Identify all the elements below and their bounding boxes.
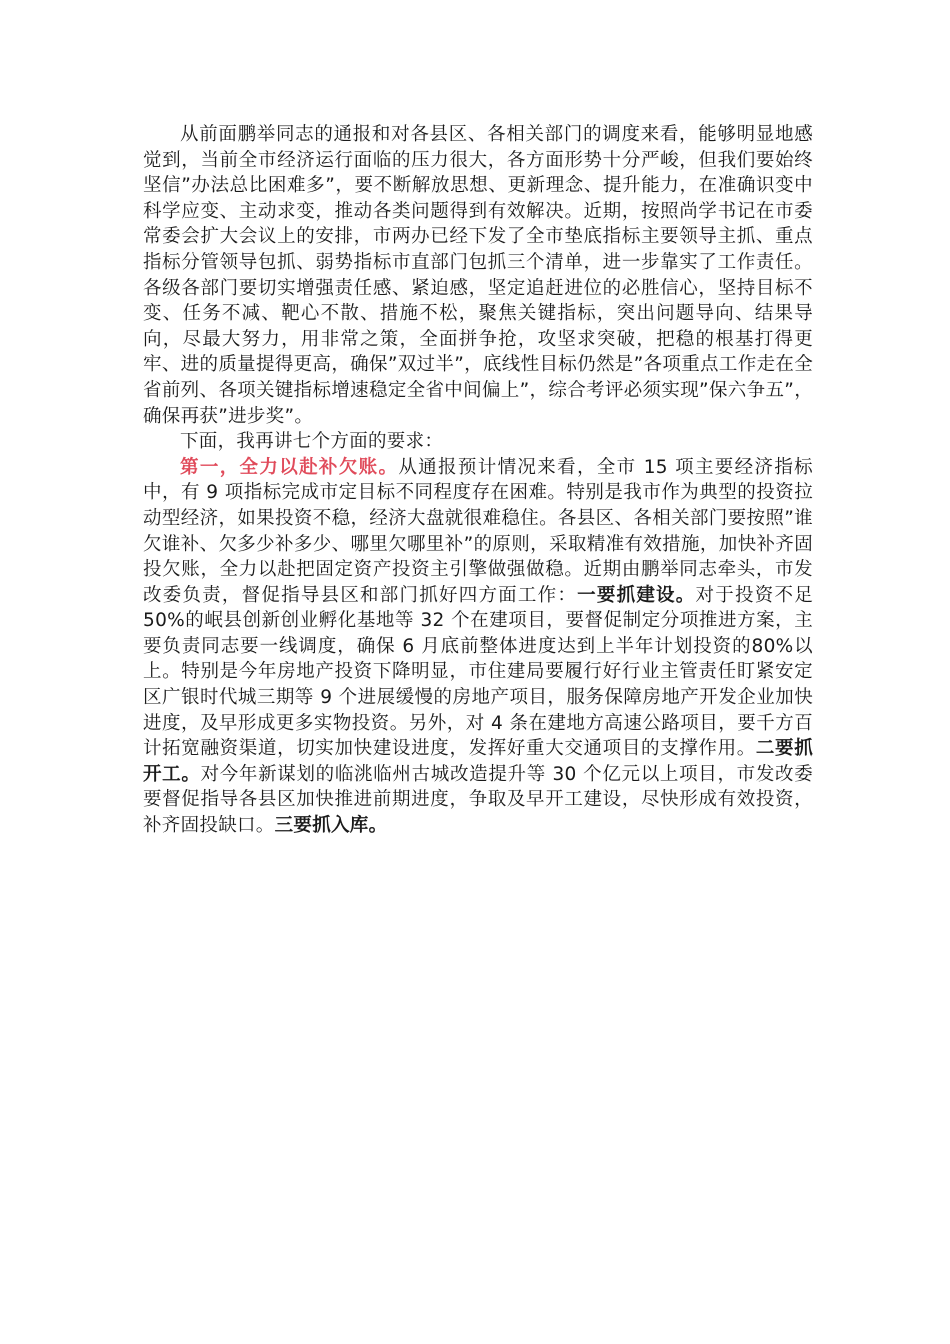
point-three-label: 三要抓入库。 xyxy=(274,815,388,837)
point-one-text: 对于投资不足 50%的岷县创新创业孵化基地等 32 个在建项目，要督促制定分项推进方案，主要负责同志要一线调度，确保 6 月底前整体进度达到上半年计划投资的80%以上。特别是今年房地产投资下降明显，市住建局要履行好行业主管责任盯紧安定区广银时代城三期等 9 个进展缓慢的房地产项目，服务保障房地产开发企业加快进度，及早形成更多实物投资。另外，对 4 条在建地方高速公路项目，要千方百计拓宽融资渠道，切实加快建设进度，发挥好重大交通项目的支撑作用。 xyxy=(143,584,813,760)
section-one-heading: 第一，全力以赴补欠账。 xyxy=(180,456,399,478)
point-two-label: 二要抓开工。 xyxy=(143,738,813,785)
document-body xyxy=(143,122,813,839)
point-one-label: 一要抓建设。 xyxy=(577,584,696,606)
paragraph-intro: 从前面鹏举同志的通报和对各县区、各相关部门的调度来看，能够明显地感觉到，当前全市经济运行面临的压力很大，各方面形势十分严峻，但我们要始终坚信”办法总比困难多”，要不断解放思想、更新理念、提升能力，在准确识变中科学应变、主动求变，推动各类问题得到有效解决。近期，按照尚学书记在市委常委会扩大会议上的安排，市两办已经下发了全市垫底指标主要领导主抓、重点指标分管领导包抓、弱势指标市直部门包抓三个清单，进一步靠实了工作责任。各级各部门要切实增强责任感、紧迫感，坚定追赶进位的必胜信心，坚持目标不变、任务不减、靶心不散、措施不松，聚焦关键指标，突出问题导向、结果导向，尽最大努力，用非常之策，全面拼争抢，攻坚求突破，把稳的根基打得更牢、进的质量提得更高，确保”双过半”，底线性目标仍然是”各项重点工作走在全省前列、各项关键指标增速稳定全省中间偏上”，综合考评必须实现”保六争五”，确保再获”进步奖”。 xyxy=(143,124,813,427)
paragraph-requirements-lead: 下面，我再讲七个方面的要求： xyxy=(180,431,444,453)
section-one-intro: 从通报预计情况来看，全市 15 项主要经济指标中，有 9 项指标完成市定目标不同程度存在困难。特别是我市作为典型的投资拉动型经济，如果投资不稳，经济大盘就很难稳住。各县区、各相关部门要按照”谁欠谁补、欠多少补多少、哪里欠哪里补”的原则，采取精准有效措施，加快补齐固投欠账，全力以赴把固定资产投资主引擎做强做稳。近期由鹏举同志牵头，市发改委负责，督促指导县区和部门抓好四方面工作： xyxy=(143,456,813,606)
paragraph-section-one xyxy=(143,455,813,839)
point-two-text: 对今年新谋划的临洮临州古城改造提升等 30 个亿元以上项目，市发改委要督促指导各县区加快推进前期进度，争取及早开工建设，尽快形成有效投资，补齐固投缺口。 xyxy=(143,763,813,837)
